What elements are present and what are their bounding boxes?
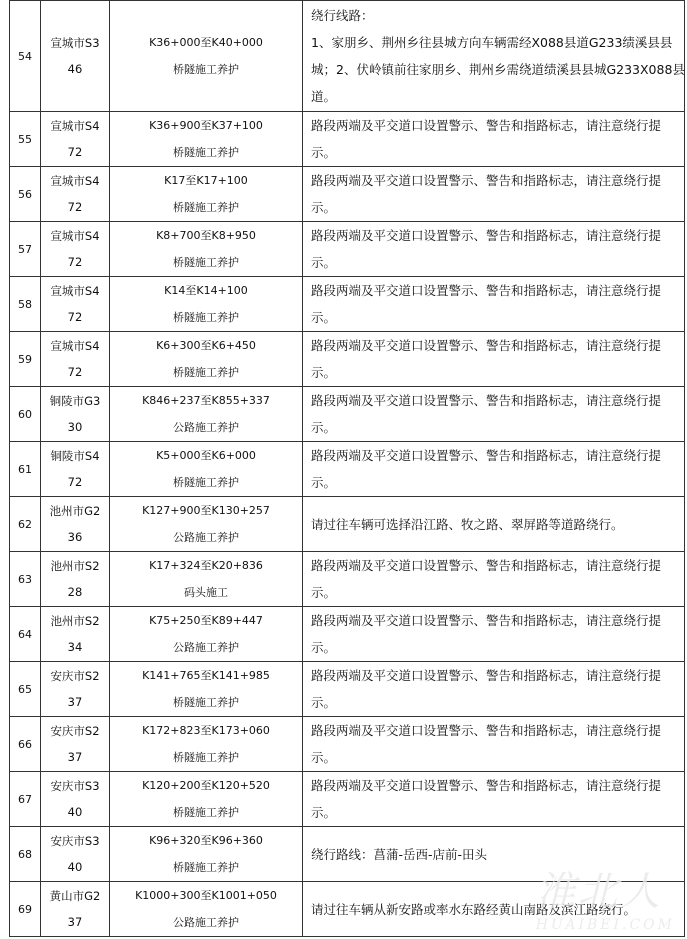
detour-cell	[303, 717, 685, 772]
detour-cell	[303, 387, 685, 442]
detour-line: 示。	[311, 145, 337, 160]
detour-line: 示。	[311, 640, 337, 655]
row-number-cell	[10, 332, 41, 387]
row-number-cell	[10, 552, 41, 607]
section-line: 公路施工养护	[173, 916, 239, 929]
row-number-cell	[10, 1, 41, 112]
road-code-line: 铜陵市S4	[50, 449, 100, 463]
section-line: 桥隧施工养护	[173, 861, 239, 874]
road-code-line: 安庆市S2	[50, 724, 100, 738]
detour-cell	[303, 662, 685, 717]
road-code-line: 安庆市S2	[50, 669, 100, 683]
road-code-line: 28	[67, 585, 83, 599]
detour-line: 路段两端及平交道口设置警示、警告和指路标志，请注意绕行提	[311, 613, 662, 628]
road-code-line: 宣城市S3	[50, 36, 100, 50]
section-line: K1000+300至K1001+050	[135, 889, 277, 902]
row-number: 63	[18, 572, 32, 586]
road-code-line: 37	[67, 750, 83, 764]
section-cell	[110, 332, 303, 387]
section-line: K17+324至K20+836	[149, 559, 263, 572]
detour-cell	[303, 222, 685, 277]
row-number: 54	[18, 49, 32, 63]
section-cell	[110, 277, 303, 332]
section-cell	[110, 387, 303, 442]
row-number-cell	[10, 167, 41, 222]
detour-cell	[303, 772, 685, 827]
road-code-line: 黄山市G2	[49, 889, 101, 903]
detour-line: 路段两端及平交道口设置警示、警告和指路标志，请注意绕行提	[311, 118, 662, 133]
section-line: 公路施工养护	[173, 531, 239, 544]
road-code-line: 安庆市S3	[50, 779, 100, 793]
section-line: 桥隧施工养护	[173, 366, 239, 379]
row-number-cell	[10, 112, 41, 167]
road-cell	[41, 387, 110, 442]
section-cell	[110, 607, 303, 662]
road-code-line: 72	[67, 255, 83, 269]
section-line: 桥隧施工养护	[173, 806, 239, 819]
road-code-line: 宣城市S4	[50, 174, 100, 188]
row-number-cell	[10, 497, 41, 552]
table-row	[10, 112, 685, 167]
table-row	[10, 607, 685, 662]
detour-line: 示。	[311, 420, 337, 435]
row-number: 55	[18, 132, 32, 146]
road-code-line: 40	[67, 860, 83, 874]
section-line: K120+200至K120+520	[142, 779, 270, 792]
section-line: K36+900至K37+100	[149, 119, 263, 132]
road-cell	[41, 222, 110, 277]
table-row	[10, 387, 685, 442]
section-line: 桥隧施工养护	[173, 696, 239, 709]
detour-line: 路段两端及平交道口设置警示、警告和指路标志，请注意绕行提	[311, 283, 662, 298]
detour-cell	[303, 1, 685, 112]
table-row	[10, 277, 685, 332]
road-cell	[41, 167, 110, 222]
row-number: 65	[18, 682, 32, 696]
road-code-line: 36	[67, 530, 83, 544]
row-number-cell	[10, 882, 41, 937]
section-line: K14至K14+100	[164, 284, 248, 297]
section-line: K846+237至K855+337	[142, 394, 270, 407]
row-number: 61	[18, 462, 32, 476]
detour-line: 请过往车辆从新安路或率水东路经黄山南路及滨江路绕行。	[311, 901, 637, 917]
section-cell	[110, 1, 303, 112]
road-cell	[41, 277, 110, 332]
detour-cell	[303, 497, 685, 552]
table-row	[10, 167, 685, 222]
detour-cell	[303, 112, 685, 167]
section-line: K141+765至K141+985	[142, 669, 270, 682]
road-cell	[41, 332, 110, 387]
detour-line: 示。	[311, 695, 337, 710]
row-number-cell	[10, 717, 41, 772]
section-cell	[110, 882, 303, 937]
section-cell	[110, 662, 303, 717]
road-cell	[41, 552, 110, 607]
section-line: 桥隧施工养护	[173, 311, 239, 324]
detour-cell	[303, 277, 685, 332]
detour-line: 路段两端及平交道口设置警示、警告和指路标志，请注意绕行提	[311, 723, 662, 738]
watermark-domain: HUAIBEI.COM	[535, 917, 675, 933]
detour-line: 示。	[311, 310, 337, 325]
detour-line: 示。	[311, 750, 337, 765]
detour-line: 示。	[311, 365, 337, 380]
road-code-line: 30	[67, 420, 83, 434]
detour-line: 路段两端及平交道口设置警示、警告和指路标志，请注意绕行提	[311, 558, 662, 573]
road-cell	[41, 662, 110, 717]
section-line: K96+320至K96+360	[149, 834, 263, 847]
section-line: 桥隧施工养护	[173, 201, 239, 214]
detour-cell	[303, 167, 685, 222]
row-number-cell	[10, 772, 41, 827]
row-number: 68	[18, 847, 32, 861]
detour-cell	[303, 552, 685, 607]
row-number-cell	[10, 387, 41, 442]
detour-line: 示。	[311, 475, 337, 490]
road-cell	[41, 827, 110, 882]
section-cell	[110, 442, 303, 497]
table-row	[10, 497, 685, 552]
row-number: 58	[18, 297, 32, 311]
row-number-cell	[10, 442, 41, 497]
section-line: 公路施工养护	[173, 421, 239, 434]
road-code-line: 46	[67, 62, 83, 76]
section-line: 桥隧施工养护	[173, 256, 239, 269]
row-number: 69	[18, 902, 32, 916]
road-code-line: 72	[67, 145, 83, 159]
row-number: 66	[18, 737, 32, 751]
detour-line: 路段两端及平交道口设置警示、警告和指路标志，请注意绕行提	[311, 338, 662, 353]
section-line: K172+823至K173+060	[142, 724, 270, 737]
detour-line: 示。	[311, 255, 337, 270]
detour-line: 请过往车辆可选择沿江路、牧之路、翠屏路等道路绕行。	[311, 516, 624, 532]
section-line: 桥隧施工养护	[173, 63, 239, 76]
road-code-line: 宣城市S4	[50, 339, 100, 353]
section-cell	[110, 552, 303, 607]
watermark-logo	[536, 860, 675, 933]
row-number: 67	[18, 792, 32, 806]
row-number: 62	[18, 517, 32, 531]
row-number: 60	[18, 407, 32, 421]
row-number: 56	[18, 187, 32, 201]
road-cell	[41, 772, 110, 827]
row-number: 59	[18, 352, 32, 366]
row-number-cell	[10, 607, 41, 662]
detour-cell	[303, 607, 685, 662]
table-row	[10, 552, 685, 607]
road-code-line: 宣城市S4	[50, 229, 100, 243]
section-line: K5+000至K6+000	[156, 449, 256, 462]
section-line: 桥隧施工养护	[173, 476, 239, 489]
table-row	[10, 442, 685, 497]
road-cell	[41, 882, 110, 937]
road-code-line: 池州市G2	[49, 504, 101, 518]
traffic-notice-table	[9, 0, 685, 937]
detour-line: 绕行线路：	[311, 8, 374, 23]
road-code-line: 72	[67, 200, 83, 214]
road-cell	[41, 497, 110, 552]
section-cell	[110, 167, 303, 222]
section-line: 码头施工	[184, 586, 228, 599]
road-cell	[41, 1, 110, 112]
section-line: K36+000至K40+000	[149, 36, 263, 49]
detour-cell	[303, 442, 685, 497]
detour-line: 路段两端及平交道口设置警示、警告和指路标志，请注意绕行提	[311, 228, 662, 243]
road-code-line: 72	[67, 365, 83, 379]
table-body	[10, 1, 685, 937]
section-line: K17至K17+100	[164, 174, 248, 187]
road-code-line: 池州市S2	[50, 559, 100, 573]
detour-cell	[303, 332, 685, 387]
road-code-line: 安庆市S3	[50, 834, 100, 848]
detour-line: 绕行路线：菖蒲-岳西-店前-田头	[311, 846, 488, 862]
row-number-cell	[10, 662, 41, 717]
detour-line: 示。	[311, 805, 337, 820]
road-code-line: 铜陵市G3	[49, 394, 101, 408]
row-number-cell	[10, 277, 41, 332]
section-cell	[110, 827, 303, 882]
road-code-line: 池州市S2	[50, 614, 100, 628]
road-code-line: 72	[67, 475, 83, 489]
detour-line: 示。	[311, 200, 337, 215]
table-row	[10, 772, 685, 827]
table-row	[10, 1, 685, 112]
road-code-line: 34	[67, 640, 83, 654]
section-line: K6+300至K6+450	[156, 339, 256, 352]
road-cell	[41, 112, 110, 167]
road-cell	[41, 607, 110, 662]
table-row	[10, 222, 685, 277]
table-row	[10, 717, 685, 772]
table-row	[10, 662, 685, 717]
section-line: K75+250至K89+447	[149, 614, 263, 627]
detour-line: 路段两端及平交道口设置警示、警告和指路标志，请注意绕行提	[311, 393, 662, 408]
detour-line: 城；2、伏岭镇前往家朋乡、荆州乡需绕道绩溪县县城G233X088县	[311, 62, 685, 77]
detour-line: 路段两端及平交道口设置警示、警告和指路标志，请注意绕行提	[311, 778, 662, 793]
section-line: 公路施工养护	[173, 641, 239, 654]
detour-line: 路段两端及平交道口设置警示、警告和指路标志，请注意绕行提	[311, 448, 662, 463]
row-number-cell	[10, 827, 41, 882]
section-line: K8+700至K8+950	[156, 229, 256, 242]
section-cell	[110, 772, 303, 827]
detour-line: 路段两端及平交道口设置警示、警告和指路标志，请注意绕行提	[311, 173, 662, 188]
section-cell	[110, 717, 303, 772]
road-code-line: 40	[67, 805, 83, 819]
detour-line: 示。	[311, 585, 337, 600]
section-cell	[110, 497, 303, 552]
road-cell	[41, 717, 110, 772]
road-code-line: 宣城市S4	[50, 284, 100, 298]
row-number: 57	[18, 242, 32, 256]
section-cell	[110, 112, 303, 167]
road-cell	[41, 442, 110, 497]
table-row	[10, 332, 685, 387]
section-line: 桥隧施工养护	[173, 146, 239, 159]
road-code-line: 宣城市S4	[50, 119, 100, 133]
row-number: 64	[18, 627, 32, 641]
watermark-text: 淮北人	[535, 869, 662, 915]
section-line: K127+900至K130+257	[142, 504, 270, 517]
detour-line: 1、家朋乡、荆州乡往县城方向车辆需经X088县道G233绩溪县县	[311, 35, 673, 50]
section-line: 桥隧施工养护	[173, 751, 239, 764]
road-code-line: 37	[67, 695, 83, 709]
road-code-line: 72	[67, 310, 83, 324]
road-code-line: 37	[67, 915, 83, 929]
row-number-cell	[10, 222, 41, 277]
detour-line: 路段两端及平交道口设置警示、警告和指路标志，请注意绕行提	[311, 668, 662, 683]
section-cell	[110, 222, 303, 277]
detour-line: 道。	[311, 89, 337, 104]
